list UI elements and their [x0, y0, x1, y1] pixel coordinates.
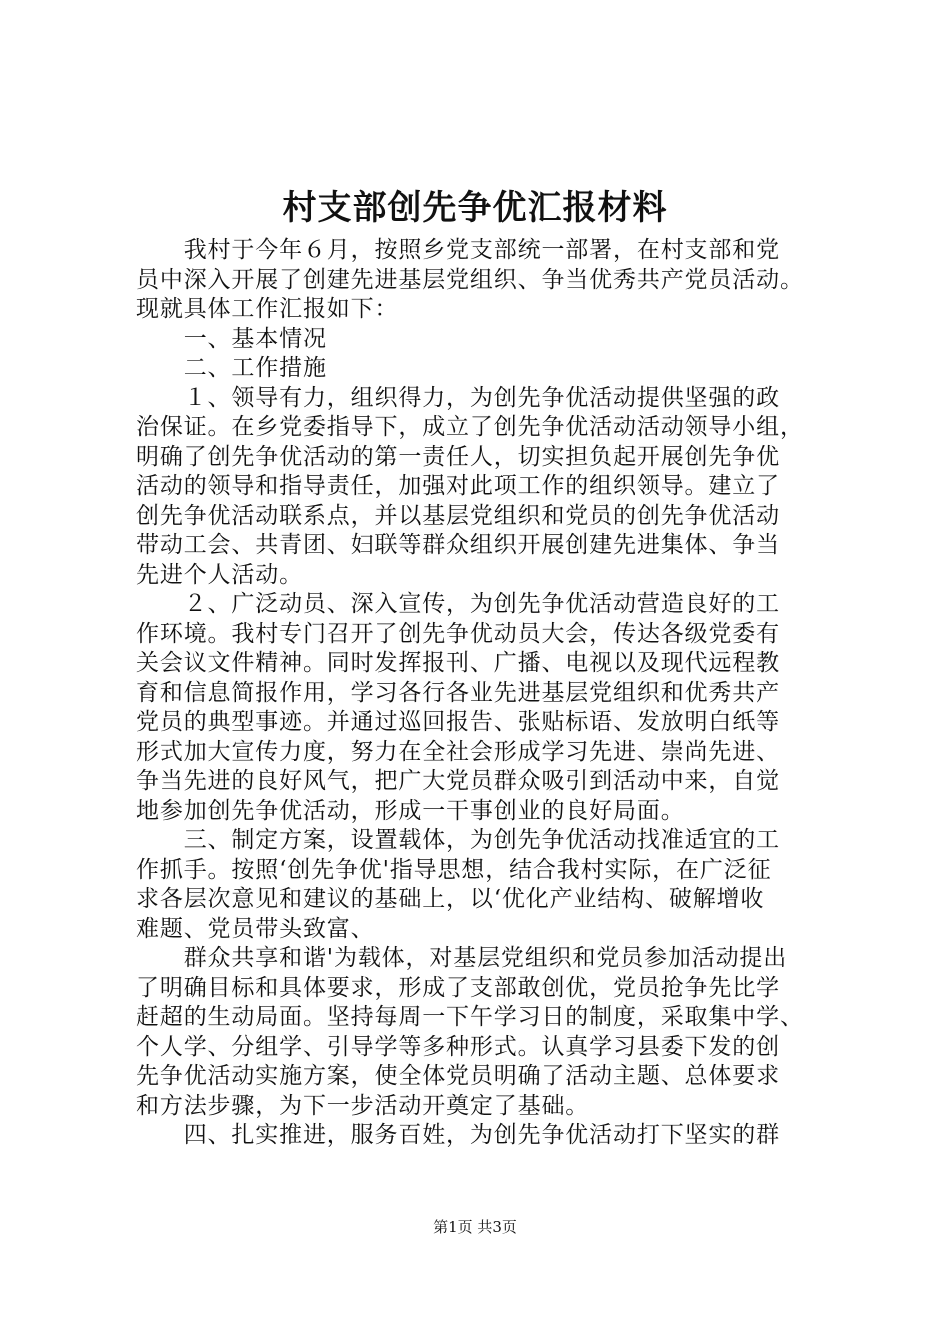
body-line: 争当先进的良好风气，把广大党员群众吸引到活动中来，自觉 [136, 768, 780, 794]
body-line: 了明确目标和具体要求，形成了支部敢创优，党员抢争先比学 [136, 974, 780, 1001]
section-heading-basic: 一、基本情况 [136, 325, 327, 352]
body-line: 先进个人活动。 [136, 561, 303, 588]
body-line: 我村于今年６月，按照乡党支部统一部署，在村支部和党 [136, 237, 780, 263]
page-number-footer: 第1页 共3页 [433, 1218, 517, 1236]
body-line: 赶超的生动局面。坚持每周一下午学习日的制度，采取集中学、 [136, 1004, 804, 1030]
body-line: 求各层次意见和建议的基础上，以‘优化产业结构、破解增收 [136, 886, 765, 912]
body-line: 现就具体工作汇报如下： [136, 296, 399, 322]
body-line: 明确了创先争优活动的第一责任人，切实担负起开展创先争优 [136, 443, 780, 470]
body-line: ２、广泛动员、深入宣传，为创先争优活动营造良好的工 [136, 591, 780, 617]
body-line: 先争优活动实施方案，使全体党员明确了活动主题、总体要求 [136, 1063, 780, 1089]
body-line: 关会议文件精神。同时发挥报刊、广播、电视以及现代远程教 [136, 650, 780, 676]
body-line: 难题、党员带头致富、 [136, 915, 375, 942]
body-line: 创先争优活动联系点，并以基层党组织和党员的创先争优活动 [136, 502, 780, 529]
body-line: 四、扎实推进，服务百姓，为创先争优活动打下坚实的群 [136, 1122, 780, 1148]
body-line: 活动的领导和指导责任，加强对此项工作的组织领导。建立了 [136, 473, 780, 499]
document-title: 村支部创先争优汇报材料 [282, 188, 668, 228]
body-line: 育和信息简报作用，学习各行各业先进基层党组织和优秀共产 [136, 679, 780, 706]
document-body [136, 236, 846, 1151]
body-line: 三、制定方案，设置载体，为创先争优活动找准适宜的工 [136, 827, 780, 853]
body-line: 员中深入开展了创建先进基层党组织、争当优秀共产党员活动。 [136, 266, 804, 293]
body-line: 地参加创先争优活动，形成一干事创业的良好局面。 [136, 797, 685, 824]
body-line: 党员的典型事迹。并通过巡回报告、张贴标语、发放明白纸等 [136, 709, 780, 735]
body-line: 和方法步骤，为下一步活动开奠定了基础。 [136, 1092, 590, 1119]
body-line: 群众共享和谐'为载体，对基层党组织和党员参加活动提出 [136, 945, 788, 971]
body-line: 带动工会、共青团、妇联等群众组织开展创建先进集体、争当 [136, 532, 780, 558]
section-heading-measures: 二、工作措施 [136, 355, 327, 381]
body-line: 作抓手。按照‘创先争优'指导思想，结合我村实际，在广泛征 [136, 856, 772, 883]
body-line: 个人学、分组学、引导学等多种形式。认真学习县委下发的创 [136, 1033, 780, 1060]
body-line: 形式加大宣传力度，努力在全社会形成学习先进、崇尚先进、 [136, 738, 780, 765]
body-line: １、领导有力，组织得力，为创先争优活动提供坚强的政 [136, 384, 780, 411]
body-line: 作环境。我村专门召开了创先争优动员大会，传达各级党委有 [136, 620, 780, 647]
body-line: 治保证。在乡党委指导下，成立了创先争优活动活动领导小组， [136, 414, 804, 440]
